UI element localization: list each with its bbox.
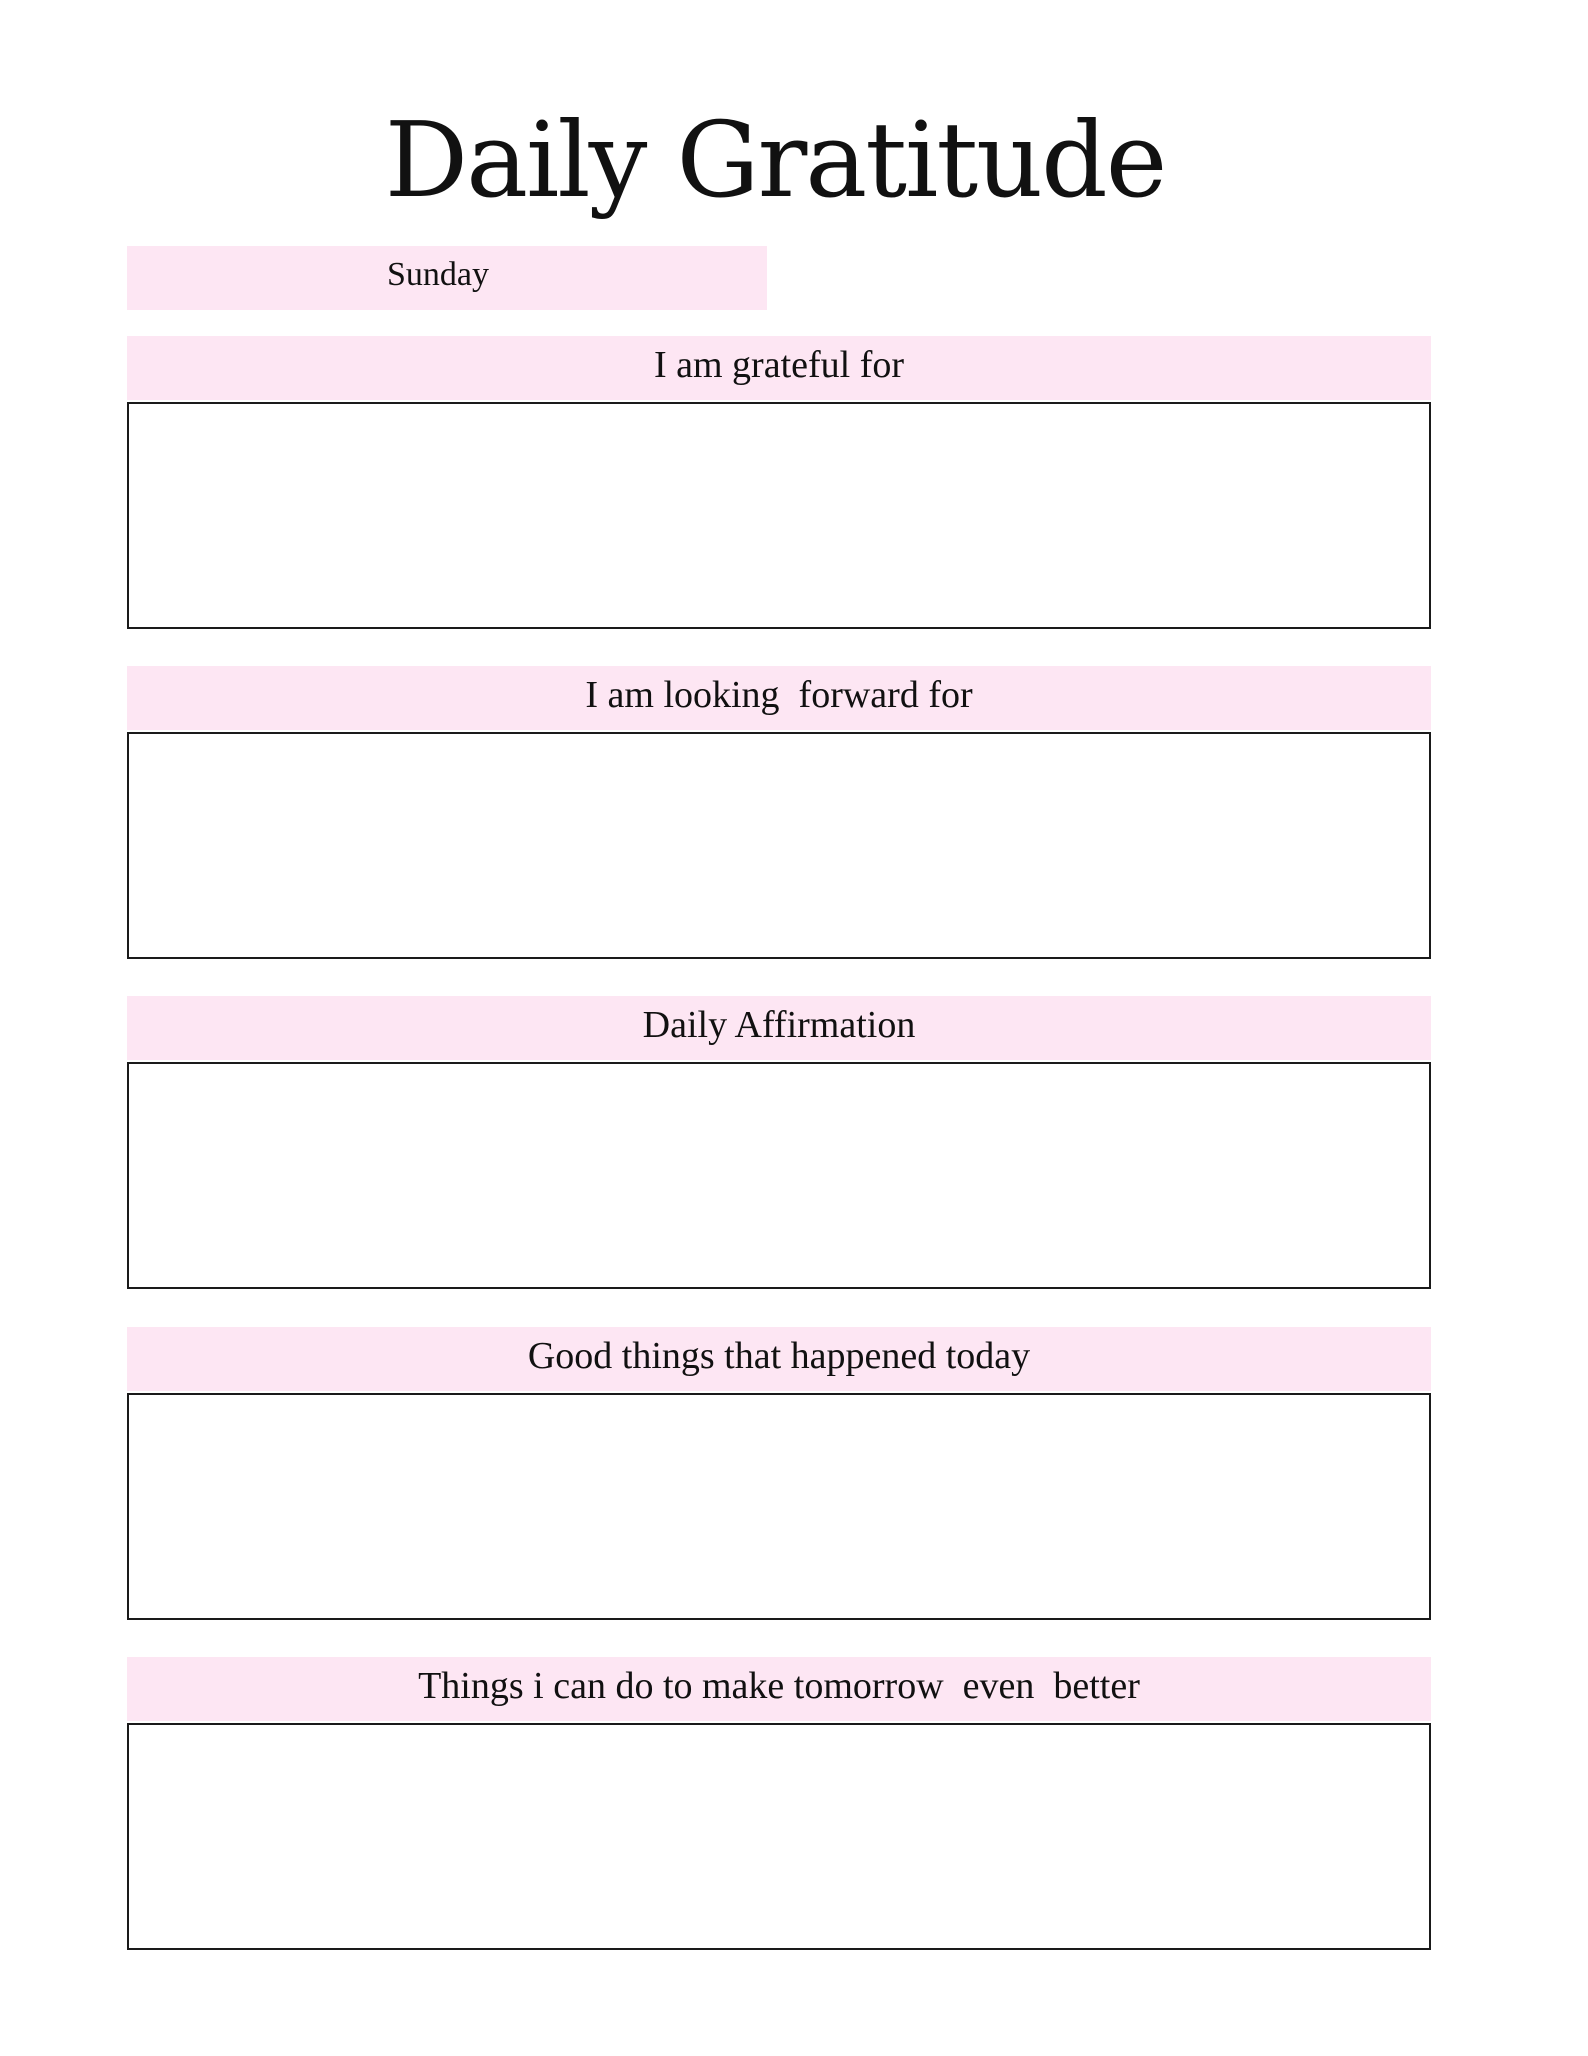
section-good-things: [127, 1327, 1431, 1620]
writing-box[interactable]: [127, 402, 1431, 629]
writing-box[interactable]: [127, 1723, 1431, 1950]
section-header: Daily Affirmation: [127, 996, 1431, 1060]
writing-box[interactable]: [127, 1062, 1431, 1289]
day-label: Sunday: [127, 246, 767, 310]
section-grateful: [127, 336, 1431, 629]
writing-box[interactable]: [127, 732, 1431, 959]
section-looking-forward: [127, 666, 1431, 959]
section-tomorrow-better: [127, 1657, 1431, 1950]
writing-box[interactable]: [127, 1393, 1431, 1620]
section-header: I am grateful for: [127, 336, 1431, 400]
section-header: Good things that happened today: [127, 1327, 1431, 1391]
page-title: Daily Gratitude: [384, 99, 1166, 221]
section-header: Things i can do to make tomorrow even better: [127, 1657, 1431, 1721]
section-daily-affirmation: [127, 996, 1431, 1289]
section-header: I am looking forward for: [127, 666, 1431, 730]
